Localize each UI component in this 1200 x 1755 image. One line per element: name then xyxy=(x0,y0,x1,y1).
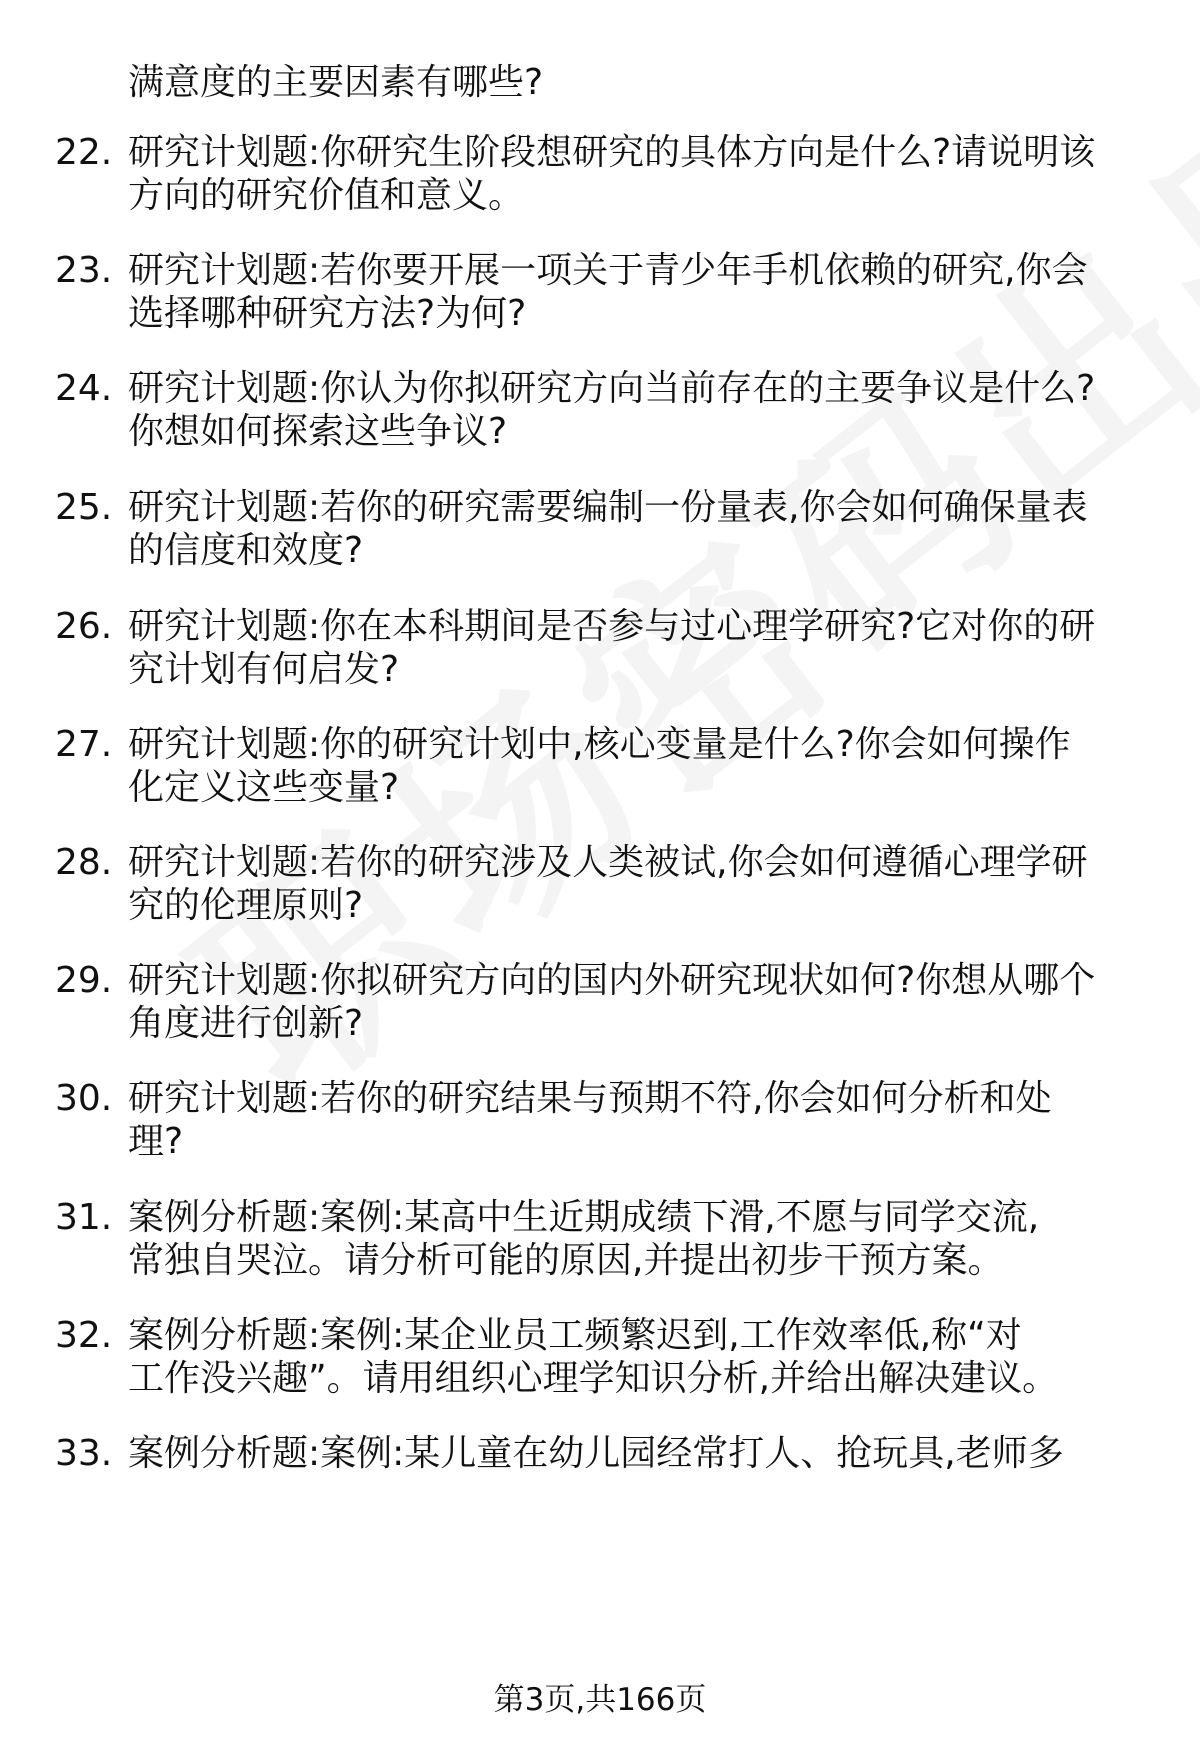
item-number: 22. xyxy=(55,132,113,173)
item-number: 31. xyxy=(55,1197,113,1238)
item-number: 32. xyxy=(55,1315,113,1356)
item-text-line1: 研究计划题:若你的研究涉及人类被试,你会如何遵循心理学研 xyxy=(128,842,1088,883)
page-footer: 第3页,共166页 xyxy=(493,1682,707,1718)
item-text-line2: 方向的研究价值和意义。 xyxy=(128,175,525,216)
item-number: 27. xyxy=(55,724,113,765)
item-text-line1: 案例分析题:案例:某儿童在幼儿园经常打人、抢玩具,老师多 xyxy=(128,1433,1064,1474)
item-text-line1: 研究计划题:若你的研究结果与预期不符,你会如何分析和处 xyxy=(128,1078,1052,1119)
item-text-line2: 理? xyxy=(128,1121,184,1162)
item-number: 29. xyxy=(55,960,113,1001)
item-text-line2: 选择哪种研究方法?为何? xyxy=(128,293,527,334)
item-text-line2: 工作没兴趣”。请用组织心理学知识分析,并给出解决建议。 xyxy=(128,1358,1059,1399)
item-text-line1: 研究计划题:若你要开展一项关于青少年手机依赖的研究,你会 xyxy=(128,250,1088,291)
item-text-line1: 研究计划题:你的研究计划中,核心变量是什么?你会如何操作 xyxy=(128,724,1071,765)
item-number: 26. xyxy=(55,606,113,647)
item-text-line1: 案例分析题:案例:某企业员工频繁迟到,工作效率低,称“对 xyxy=(128,1315,1022,1356)
item-text-line1: 研究计划题:你认为你拟研究方向当前存在的主要争议是什么? xyxy=(128,368,1096,409)
item-text-line2: 究计划有何启发? xyxy=(128,649,400,690)
item-text-line2: 常独自哭泣。请分析可能的原因,并提出初步干预方案。 xyxy=(128,1240,1004,1281)
item-text-line2: 你想如何探索这些争议? xyxy=(128,411,508,452)
item-text-line1: 研究计划题:你在本科期间是否参与过心理学研究?它对你的研 xyxy=(128,606,1096,647)
item-text-line1: 案例分析题:案例:某高中生近期成绩下滑,不愿与同学交流, xyxy=(128,1197,1040,1238)
continuation-text: 满意度的主要因素有哪些? xyxy=(128,62,544,103)
item-text-line1: 研究计划题:若你的研究需要编制一份量表,你会如何确保量表 xyxy=(128,487,1088,528)
item-number: 25. xyxy=(55,487,113,528)
item-number: 24. xyxy=(55,368,113,409)
item-text-line1: 研究计划题:你拟研究方向的国内外研究现状如何?你想从哪个 xyxy=(128,960,1096,1001)
item-text-line2: 的信度和效度? xyxy=(128,530,364,571)
item-number: 23. xyxy=(55,250,113,291)
item-text-line1: 研究计划题:你研究生阶段想研究的具体方向是什么?请说明该 xyxy=(128,132,1096,173)
item-text-line2: 化定义这些变量? xyxy=(128,767,400,808)
item-number: 28. xyxy=(55,842,113,883)
item-number: 33. xyxy=(55,1433,113,1474)
item-number: 30. xyxy=(55,1078,113,1119)
item-text-line2: 角度进行创新? xyxy=(128,1003,364,1044)
item-text-line2: 究的伦理原则? xyxy=(128,885,364,926)
